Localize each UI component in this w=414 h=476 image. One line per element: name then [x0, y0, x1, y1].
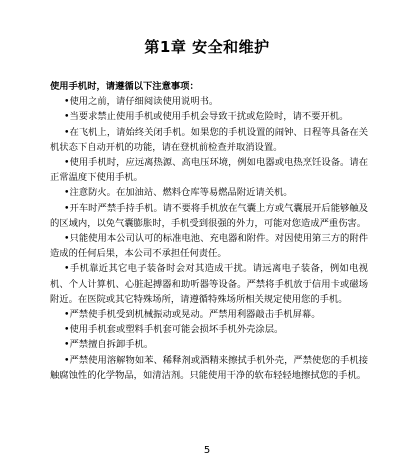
safety-item: •当要求禁止使用手机或使用手机会导致干扰或危险时，请不要开机。 — [64, 111, 349, 123]
safety-item: •注意防火。在加油站、燃料仓库等易燃品附近请关机。 — [64, 187, 293, 199]
safety-list — [50, 94, 368, 383]
safety-item: •开车时严禁手持手机。请不要将手机放在气囊上方或气囊展开后能够触及的区域内，以免气囊膨胀时，手机受到很强的外力，可能对您造成严重伤害。 — [50, 202, 368, 229]
safety-item: •使用手机套或塑料手机套可能会损坏手机外壳涂层。 — [64, 324, 284, 336]
safety-item: •使用之前，请仔细阅读使用说明书。 — [64, 96, 219, 108]
safety-item: •严禁使手机受到机械振动或晃动。严禁用利器敲击手机屏幕。 — [64, 309, 321, 321]
safety-item: •只能使用本公司认可的标准电池、充电器和附件。对因使用第三方的附件造成的任何后果，本公司不承担任何责任。 — [50, 233, 368, 260]
safety-item: •严禁使用溶解物如苯、稀释剂或酒精来擦拭手机外壳，严禁使您的手机接触腐蚀性的化学物品，如清洁剂。只能使用干净的软布轻轻地擦拭您的手机。 — [50, 354, 368, 381]
safety-item: •使用手机时，应远离热源、高电压环境，例如电器或电热烹饪设备。请在正常温度下使用手机。 — [50, 157, 368, 184]
safety-section — [50, 79, 368, 383]
safety-intro: 使用手机时，请遵循以下注意事项： — [50, 81, 199, 92]
safety-item: •严禁擅自拆卸手机。 — [64, 339, 154, 351]
safety-item: •在飞机上，请始终关闭手机。如果您的手机设置的闹钟、日程等具备在关机状态下自动开机的功能，请在登机前检查并取消设置。 — [50, 126, 368, 153]
page-number: 5 — [203, 445, 211, 456]
safety-item: •手机靠近其它电子装备时会对其造成干扰。请远离电子装备，例如电视机、个人计算机、心脏起搏器和助听器等设备。严禁将手机放于信用卡或磁场附近。在医院或其它特殊场所，请遵循特殊场所相关规定使用您的手机。 — [50, 263, 368, 305]
chapter-title: 第1章 安全和维护 — [144, 38, 270, 56]
